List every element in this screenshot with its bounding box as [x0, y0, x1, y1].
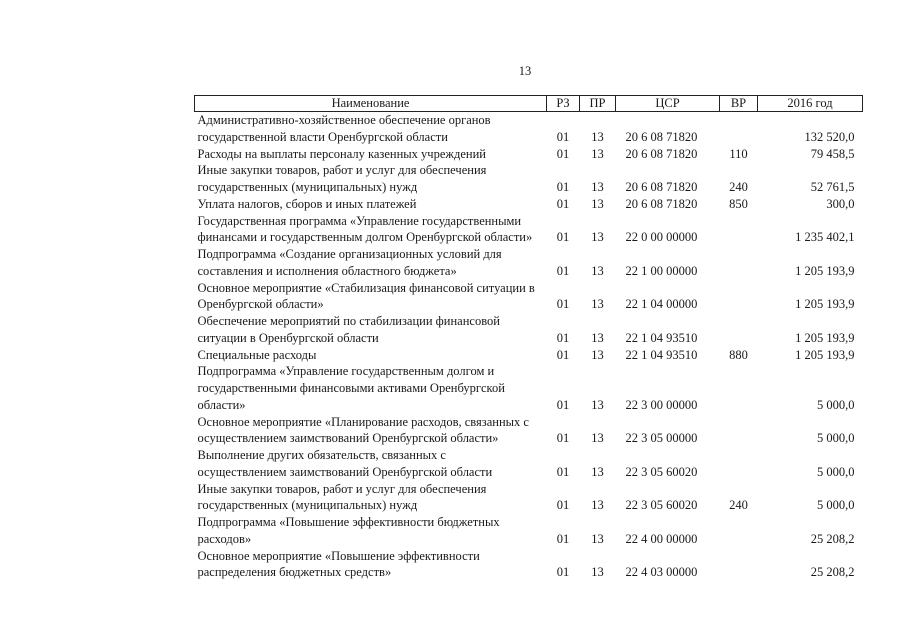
table-row: [195, 162, 863, 196]
row-vr: [720, 280, 758, 314]
row-name-line: Специальные расходы: [197, 347, 317, 362]
row-sum: 5 000,0: [817, 397, 855, 412]
row-name-line: осуществлением заимствований Оренбургской области»: [197, 431, 499, 446]
header-pr: ПР: [580, 96, 616, 112]
row-vr: [720, 363, 758, 413]
row-csr: 20 6 08 71820: [625, 180, 698, 194]
row-name-line: распределения бюджетных средств»: [197, 565, 392, 580]
row-pr: 13: [591, 129, 604, 144]
row-sum: 1 205 193,9: [795, 347, 855, 362]
table-row: [195, 213, 863, 247]
row-sum: 5 000,0: [817, 464, 855, 479]
row-csr: 22 3 00 00000: [625, 397, 698, 412]
row-csr: 22 3 05 00000: [625, 431, 698, 446]
row-csr: 20 6 08 71820: [625, 146, 698, 161]
row-name-line: Основное мероприятие «Планирование расходов, связанных с: [197, 414, 529, 429]
table-row: [195, 313, 863, 347]
row-name: [195, 548, 547, 582]
row-name-line: государственной власти Оренбургской области: [197, 129, 448, 144]
row-name-line: Оренбургской области»: [197, 297, 324, 312]
row-pr: 13: [591, 297, 604, 312]
row-sum: 5 000,0: [817, 498, 855, 513]
row-csr: 22 1 00 00000: [625, 263, 698, 278]
row-csr: 22 4 00 00000: [625, 531, 698, 546]
row-name-line: составления и исполнения областного бюджета»: [197, 263, 457, 278]
row-vr: [720, 414, 758, 448]
row-name-line: финансами и государственным долгом Оренбургской области»: [197, 230, 533, 245]
page-number: 13: [518, 64, 532, 78]
row-vr: 880: [729, 347, 748, 362]
table-row: [195, 548, 863, 582]
header-rz: РЗ: [547, 96, 580, 112]
row-name: [195, 162, 547, 196]
row-rz: 01: [556, 397, 570, 412]
row-name-line: Основное мероприятие «Повышение эффективности: [197, 548, 480, 563]
row-sum: 300,0: [826, 196, 855, 211]
table-row: [195, 447, 863, 481]
row-vr: [720, 112, 758, 146]
row-csr: 22 1 04 93510: [625, 347, 698, 362]
row-name: [195, 313, 547, 347]
row-rz: 01: [556, 431, 570, 446]
header-csr: ЦСР: [616, 96, 720, 112]
row-pr: 13: [591, 330, 604, 345]
row-name: [195, 213, 547, 247]
row-name: [195, 146, 547, 163]
row-sum: 79 458,5: [810, 146, 855, 161]
header-sum: 2016 год: [758, 96, 863, 112]
row-vr: 850: [729, 196, 748, 211]
row-pr: 13: [591, 230, 604, 245]
row-csr: 22 3 05 60020: [625, 464, 698, 479]
row-pr: 13: [591, 565, 604, 580]
row-name-line: Подпрограмма «Создание организационных условий для: [197, 247, 502, 261]
row-sum: 1 205 193,9: [795, 263, 855, 278]
row-name-line: государственными финансовыми активами Оренбургской: [197, 381, 505, 395]
row-csr: 20 6 08 71820: [625, 129, 698, 144]
row-name-line: Подпрограмма «Повышение эффективности бюджетных: [197, 515, 500, 529]
row-sum: 5 000,0: [817, 431, 855, 446]
row-pr: 13: [591, 531, 604, 546]
row-rz: 01: [556, 565, 570, 580]
row-sum: 52 761,5: [810, 180, 855, 194]
row-pr: 13: [591, 196, 604, 211]
table-row: [195, 514, 863, 548]
row-name-line: Иные закупки товаров, работ и услуг для обеспечения: [197, 481, 487, 496]
row-rz: 01: [556, 129, 570, 144]
row-name: [195, 481, 547, 515]
row-name-line: Основное мероприятие «Стабилизация финансовой ситуации в: [197, 280, 535, 295]
row-csr: 22 3 05 60020: [625, 498, 698, 513]
row-name: [195, 363, 547, 413]
row-name-line: Выполнение других обязательств, связанных с: [197, 448, 446, 462]
row-name-line: государственных (муниципальных) нужд: [197, 180, 418, 194]
row-name: [195, 447, 547, 481]
row-name-line: Иные закупки товаров, работ и услуг для обеспечения: [197, 163, 487, 178]
table-row: [195, 146, 863, 163]
row-rz: 01: [556, 146, 570, 161]
row-csr: 22 1 04 00000: [625, 297, 698, 312]
row-name: [195, 246, 547, 280]
row-name-line: расходов»: [197, 531, 252, 546]
row-name-line: Обеспечение мероприятий по стабилизации финансовой: [197, 314, 500, 328]
row-name-line: области»: [197, 397, 246, 412]
row-rz: 01: [556, 263, 570, 278]
row-pr: 13: [591, 464, 604, 479]
row-name-line: государственных (муниципальных) нужд: [197, 498, 418, 513]
table-row: [195, 347, 863, 364]
row-name: [195, 347, 547, 364]
row-name: [195, 280, 547, 314]
row-pr: 13: [591, 146, 604, 161]
row-name-line: Расходы на выплаты персоналу казенных учреждений: [197, 146, 486, 161]
row-csr: 22 0 00 00000: [625, 230, 698, 245]
row-name: [195, 112, 547, 146]
row-rz: 01: [556, 196, 570, 211]
row-csr: 22 4 03 00000: [625, 565, 698, 580]
row-sum: 25 208,2: [810, 565, 855, 580]
table-row: [195, 414, 863, 448]
row-pr: 13: [591, 347, 604, 362]
row-name-line: осуществлением заимствований Оренбургской области: [197, 464, 493, 479]
row-vr: 240: [729, 498, 748, 513]
table-row: [195, 112, 863, 146]
row-rz: 01: [556, 180, 570, 194]
row-rz: 01: [556, 531, 570, 546]
row-pr: 13: [591, 431, 604, 446]
row-vr: [720, 213, 758, 247]
row-name-line: Государственная программа «Управление государственными: [197, 213, 522, 228]
table-row: [195, 363, 863, 413]
row-rz: 01: [556, 330, 570, 345]
row-sum: 132 520,0: [804, 129, 855, 144]
row-name-line: ситуации в Оренбургской области: [197, 330, 379, 345]
row-pr: 13: [591, 263, 604, 278]
row-sum: 1 235 402,1: [795, 230, 855, 245]
row-pr: 13: [591, 498, 604, 513]
table-row: [195, 280, 863, 314]
table-body: [195, 112, 863, 582]
row-name-line: Уплата налогов, сборов и иных платежей: [197, 196, 417, 211]
row-name: [195, 196, 547, 213]
row-rz: 01: [556, 498, 570, 513]
row-sum: 1 205 193,9: [795, 330, 855, 345]
row-sum: 1 205 193,9: [795, 297, 855, 312]
row-vr: [720, 246, 758, 280]
row-csr: 22 1 04 93510: [625, 330, 698, 345]
row-name-line: Административно-хозяйственное обеспечение органов: [197, 113, 491, 127]
table-row: [195, 196, 863, 213]
row-pr: 13: [591, 397, 604, 412]
row-name-line: Подпрограмма «Управление государственным долгом и: [197, 364, 495, 379]
table-header-row: [195, 96, 863, 112]
row-rz: 01: [556, 464, 570, 479]
header-vr: ВР: [720, 96, 758, 112]
header-name: Наименование: [195, 96, 547, 112]
row-rz: 01: [556, 347, 570, 362]
row-vr: 240: [729, 180, 748, 194]
row-rz: 01: [556, 297, 570, 312]
row-vr: [720, 548, 758, 582]
row-vr: [720, 447, 758, 481]
row-vr: 110: [729, 146, 748, 161]
row-name: [195, 514, 547, 548]
row-vr: [720, 514, 758, 548]
row-sum: 25 208,2: [810, 531, 855, 546]
row-pr: 13: [591, 180, 604, 194]
budget-table: [194, 95, 863, 581]
row-rz: 01: [556, 230, 570, 245]
row-name: [195, 414, 547, 448]
table-row: [195, 481, 863, 515]
row-csr: 20 6 08 71820: [625, 196, 698, 211]
table-row: [195, 246, 863, 280]
row-vr: [720, 313, 758, 347]
